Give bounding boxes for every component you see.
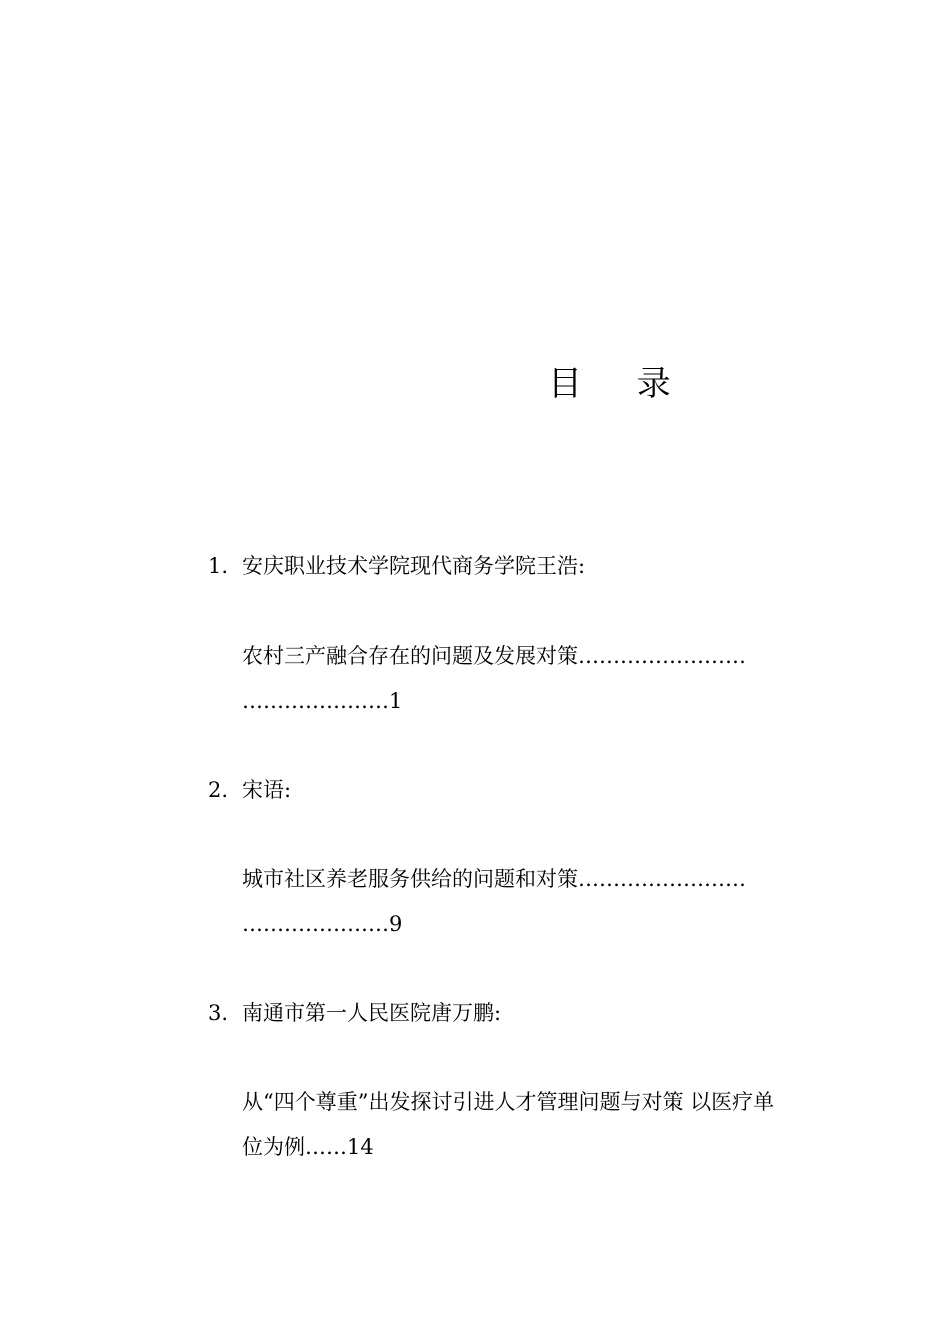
page-title: 目 录 bbox=[548, 364, 693, 404]
toc-entry-number: 3. bbox=[208, 1001, 229, 1025]
toc-entry-number: 1. bbox=[208, 554, 229, 578]
toc-entry-heading bbox=[208, 551, 585, 581]
toc-entry-title[interactable]: 农村三产融合存在的问题及发展对策…………………… bbox=[242, 644, 746, 668]
toc-entry-author: 安庆职业技术学院现代商务学院王浩: bbox=[242, 554, 586, 578]
toc-entry-heading bbox=[208, 775, 291, 805]
toc-entry-page-line[interactable]: …………………9 bbox=[242, 912, 403, 936]
toc-entry-heading bbox=[208, 998, 501, 1028]
toc-entry-page-line[interactable]: …………………1 bbox=[242, 689, 403, 713]
toc-entry-page-line[interactable]: 位为例……14 bbox=[242, 1135, 374, 1159]
toc-entry-author: 宋语: bbox=[242, 778, 292, 802]
toc-entry-title[interactable]: 城市社区养老服务供给的问题和对策…………………… bbox=[242, 867, 746, 891]
toc-entry-author: 南通市第一人民医院唐万鹏: bbox=[242, 1001, 502, 1025]
toc-entry-title[interactable]: 从“四个尊重”出发探讨引进人才管理问题与对策 以医疗单 bbox=[242, 1090, 775, 1114]
toc-entry-number: 2. bbox=[208, 778, 229, 802]
